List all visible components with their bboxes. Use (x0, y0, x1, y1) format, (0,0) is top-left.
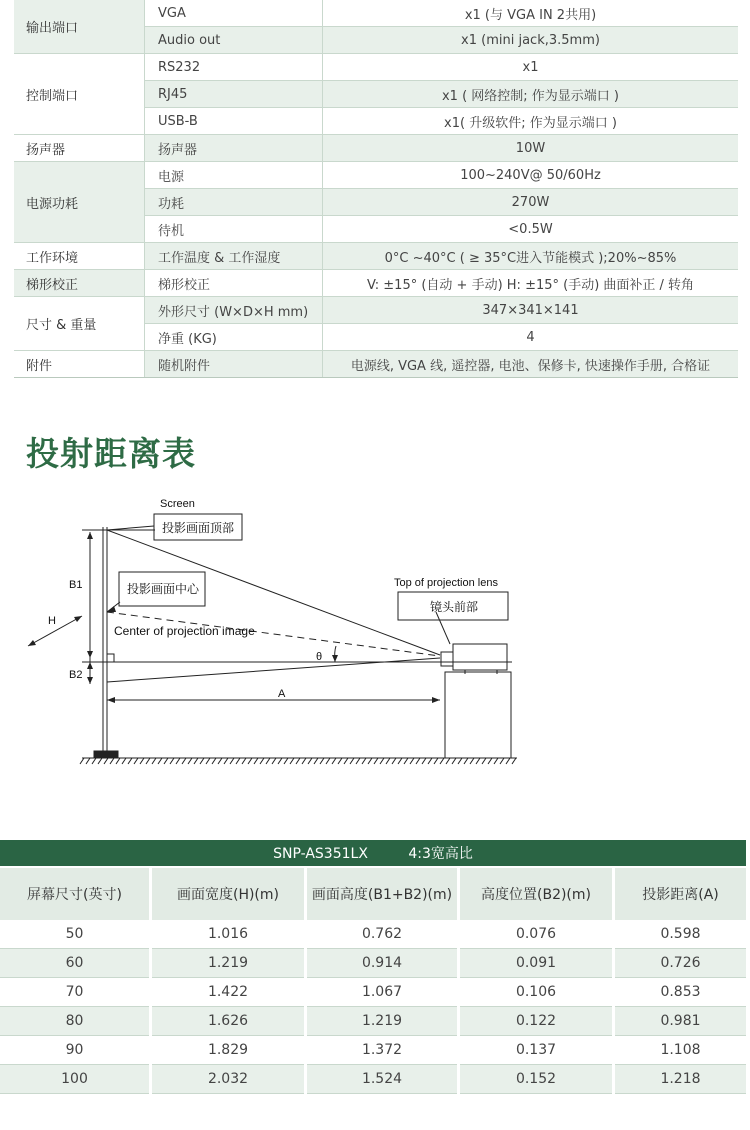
section-title: 投射距离表 (26, 434, 196, 473)
spec-row (14, 162, 738, 189)
h-arrow-right (74, 616, 82, 622)
table-cell: 100 (0, 1065, 151, 1094)
ground-hatch (332, 758, 336, 764)
table-cell: 0.152 (459, 1065, 614, 1094)
ground-hatch (314, 758, 318, 764)
table-cell: 80 (0, 1007, 151, 1036)
ground-hatch (362, 758, 366, 764)
screen-base (94, 751, 118, 757)
table-row (0, 1007, 746, 1036)
spec-item: 随机附件 (145, 351, 323, 378)
ground-hatch (344, 758, 348, 764)
spec-item: Audio out (145, 27, 323, 54)
ground-hatch (206, 758, 210, 764)
spec-category: 尺寸 & 重量 (14, 297, 145, 351)
table-cell: 1.067 (306, 978, 459, 1007)
ground-hatch (500, 758, 504, 764)
screen-top-leader (107, 526, 154, 530)
ground-hatch (212, 758, 216, 764)
spec-category: 电源功耗 (14, 162, 145, 243)
spec-value: V: ±15° (自动 + 手动) H: ±15° (手动) 曲面补正 / 转角 (323, 270, 739, 297)
ground-hatch (104, 758, 108, 764)
ground-hatch (164, 758, 168, 764)
ground-hatch (260, 758, 264, 764)
spec-value: 347×341×141 (323, 297, 739, 324)
table-cell: 0.137 (459, 1036, 614, 1065)
spec-item: VGA (145, 0, 323, 27)
ground-hatch (116, 758, 120, 764)
ground-hatch (140, 758, 144, 764)
ground-hatch (350, 758, 354, 764)
ground-hatch (374, 758, 378, 764)
screen-top-label: 投影画面顶部 (162, 521, 235, 535)
h-label: H (48, 615, 56, 627)
table-cell: 1.219 (151, 949, 306, 978)
table-cell: 2.032 (151, 1065, 306, 1094)
ground-hatch (470, 758, 474, 764)
spec-value: 270W (323, 189, 739, 216)
a-label: A (278, 688, 286, 700)
b2-label: B2 (69, 669, 83, 681)
ground-hatch (92, 758, 96, 764)
ground-hatch (308, 758, 312, 764)
projector-stand (445, 672, 511, 758)
column-header: 画面宽度(H)(m) (151, 867, 306, 920)
ground-hatch (440, 758, 444, 764)
table-cell: 0.762 (306, 920, 459, 949)
ground-hatch (452, 758, 456, 764)
table-cell: 1.016 (151, 920, 306, 949)
spec-row (14, 243, 738, 270)
ground-hatch (380, 758, 384, 764)
spec-category: 附件 (14, 351, 145, 378)
spec-row (14, 351, 738, 378)
lens-leader-line (436, 612, 450, 644)
spec-value: <0.5W (323, 216, 739, 243)
ground-hatch (224, 758, 228, 764)
table-row (0, 1065, 746, 1094)
table-cell: 0.726 (614, 949, 747, 978)
b1-arrow-bottom (87, 651, 93, 658)
spec-value: 100~240V@ 50/60Hz (323, 162, 739, 189)
ground-hatch (416, 758, 420, 764)
center-en-label: Center of projection image (114, 624, 255, 638)
ground-hatch (242, 758, 246, 764)
ground-hatch (398, 758, 402, 764)
ground-hatch (230, 758, 234, 764)
ground-hatch (272, 758, 276, 764)
b1-label: B1 (69, 579, 83, 591)
spec-category: 梯形校正 (14, 270, 145, 297)
ground-hatch (278, 758, 282, 764)
ground-hatch (254, 758, 258, 764)
ground-hatch (368, 758, 372, 764)
table-cell: 60 (0, 949, 151, 978)
spec-item: USB-B (145, 108, 323, 135)
h-arrow-left (28, 640, 36, 646)
spec-item: 外形尺寸 (W×D×H mm) (145, 297, 323, 324)
spec-value: 10W (323, 135, 739, 162)
spec-row (14, 135, 738, 162)
lens-top-en-label: Top of projection lens (394, 577, 498, 589)
ground-hatch (392, 758, 396, 764)
center-cn-label: 投影画面中心 (127, 582, 200, 596)
b2-arrow-top (87, 662, 93, 669)
ground-hatch (188, 758, 192, 764)
table-cell: 1.372 (306, 1036, 459, 1065)
spec-value: x1 (mini jack,3.5mm) (323, 27, 739, 54)
spec-value: 电源线, VGA 线, 遥控器, 电池、保修卡, 快速操作手册, 合格证 (323, 351, 739, 378)
column-header: 高度位置(B2)(m) (459, 867, 614, 920)
column-header: 画面高度(B1+B2)(m) (306, 867, 459, 920)
aspect-ratio: 4:3宽高比 (408, 846, 473, 862)
a-arrow-left (107, 697, 115, 703)
spec-value: x1 ( 网络控制; 作为显示端口 ) (323, 81, 739, 108)
table-caption-row (0, 840, 746, 867)
ground-hatch (428, 758, 432, 764)
table-cell: 1.108 (614, 1036, 747, 1065)
theta-arrow (332, 655, 338, 662)
ground-hatch (170, 758, 174, 764)
spec-row (14, 270, 738, 297)
spec-item: 待机 (145, 216, 323, 243)
table-cell: 50 (0, 920, 151, 949)
a-arrow-right (432, 697, 440, 703)
projection-diagram (20, 492, 520, 777)
table-row (0, 949, 746, 978)
ground-hatch (320, 758, 324, 764)
ground-hatch (158, 758, 162, 764)
ground-hatch (146, 758, 150, 764)
ground-hatch (356, 758, 360, 764)
spec-value: 4 (323, 324, 739, 351)
spec-category: 扬声器 (14, 135, 145, 162)
ground-hatch (404, 758, 408, 764)
spec-item: 电源 (145, 162, 323, 189)
theta-label: θ (316, 651, 323, 663)
ground-hatch (128, 758, 132, 764)
table-cell: 1.218 (614, 1065, 747, 1094)
table-cell: 1.524 (306, 1065, 459, 1094)
spec-item: RJ45 (145, 81, 323, 108)
ground-hatch (122, 758, 126, 764)
center-arrow (107, 606, 116, 612)
lens-top-cn-label: 镜头前部 (430, 600, 479, 614)
header-row (0, 867, 746, 920)
ground-hatch (98, 758, 102, 764)
ground-hatch (290, 758, 294, 764)
ground-hatch (476, 758, 480, 764)
spec-item: 工作温度 & 工作湿度 (145, 243, 323, 270)
spec-table (14, 0, 738, 378)
spec-category: 工作环境 (14, 243, 145, 270)
spec-item: RS232 (145, 54, 323, 81)
spec-value: x1 (323, 54, 739, 81)
ground-hatch (296, 758, 300, 764)
ground-hatch (134, 758, 138, 764)
table-cell: 0.106 (459, 978, 614, 1007)
ground-hatch (506, 758, 510, 764)
table-cell: 1.626 (151, 1007, 306, 1036)
table-cell: 0.091 (459, 949, 614, 978)
spec-item: 梯形校正 (145, 270, 323, 297)
table-cell: 90 (0, 1036, 151, 1065)
b1-arrow-top (87, 532, 93, 539)
table-cell: 1.829 (151, 1036, 306, 1065)
table-cell: 1.422 (151, 978, 306, 1007)
ground-hatch (218, 758, 222, 764)
ground-hatch (464, 758, 468, 764)
projector-lens (441, 652, 453, 666)
ground-hatch (284, 758, 288, 764)
table-cell: 0.914 (306, 949, 459, 978)
ground-hatch (434, 758, 438, 764)
ground (80, 758, 517, 764)
model-name: SNP-AS351LX (273, 846, 368, 862)
ground-hatch (482, 758, 486, 764)
table-cell: 1.219 (306, 1007, 459, 1036)
ground-hatch (302, 758, 306, 764)
ground-hatch (326, 758, 330, 764)
table-row (0, 1036, 746, 1065)
spec-item: 扬声器 (145, 135, 323, 162)
table-cell: 0.853 (614, 978, 747, 1007)
ground-hatch (248, 758, 252, 764)
ground-hatch (266, 758, 270, 764)
ground-hatch (410, 758, 414, 764)
ground-hatch (236, 758, 240, 764)
ground-hatch (152, 758, 156, 764)
ground-hatch (458, 758, 462, 764)
ground-hatch (194, 758, 198, 764)
spec-category: 控制端口 (14, 54, 145, 135)
ground-hatch (338, 758, 342, 764)
spec-item: 净重 (KG) (145, 324, 323, 351)
screen-label: Screen (160, 498, 195, 510)
spec-row (14, 297, 738, 324)
column-header: 投影距离(A) (614, 867, 747, 920)
ground-hatch (86, 758, 90, 764)
table-body (0, 920, 746, 1094)
spec-item: 功耗 (145, 189, 323, 216)
ground-hatch (488, 758, 492, 764)
throw-distance-table (0, 840, 746, 1094)
column-header: 屏幕尺寸(英寸) (0, 867, 151, 920)
table-caption (0, 840, 746, 867)
ground-hatch (512, 758, 516, 764)
ground-hatch (386, 758, 390, 764)
spec-value: 0°C ~40°C ( ≥ 35°C进入节能模式 );20%~85% (323, 243, 739, 270)
table-row (0, 920, 746, 949)
projector-body (453, 644, 507, 670)
spec-row (14, 54, 738, 81)
table-cell: 70 (0, 978, 151, 1007)
b2-arrow-bottom (87, 677, 93, 684)
table-cell: 0.598 (614, 920, 747, 949)
ground-hatch (422, 758, 426, 764)
ground-hatch (176, 758, 180, 764)
table-cell: 0.122 (459, 1007, 614, 1036)
ground-hatch (80, 758, 84, 764)
table-cell: 0.981 (614, 1007, 747, 1036)
table-cell: 0.076 (459, 920, 614, 949)
ground-hatch (446, 758, 450, 764)
table-row (0, 978, 746, 1007)
spec-category: 输出端口 (14, 0, 145, 54)
spec-value: x1( 升级软件; 作为显示端口 ) (323, 108, 739, 135)
ground-hatch (110, 758, 114, 764)
ground-hatch (200, 758, 204, 764)
ground-hatch (494, 758, 498, 764)
spec-value: x1 (与 VGA IN 2共用) (323, 0, 739, 27)
spec-row (14, 0, 738, 27)
right-angle-marker (107, 654, 114, 662)
ground-hatch (182, 758, 186, 764)
